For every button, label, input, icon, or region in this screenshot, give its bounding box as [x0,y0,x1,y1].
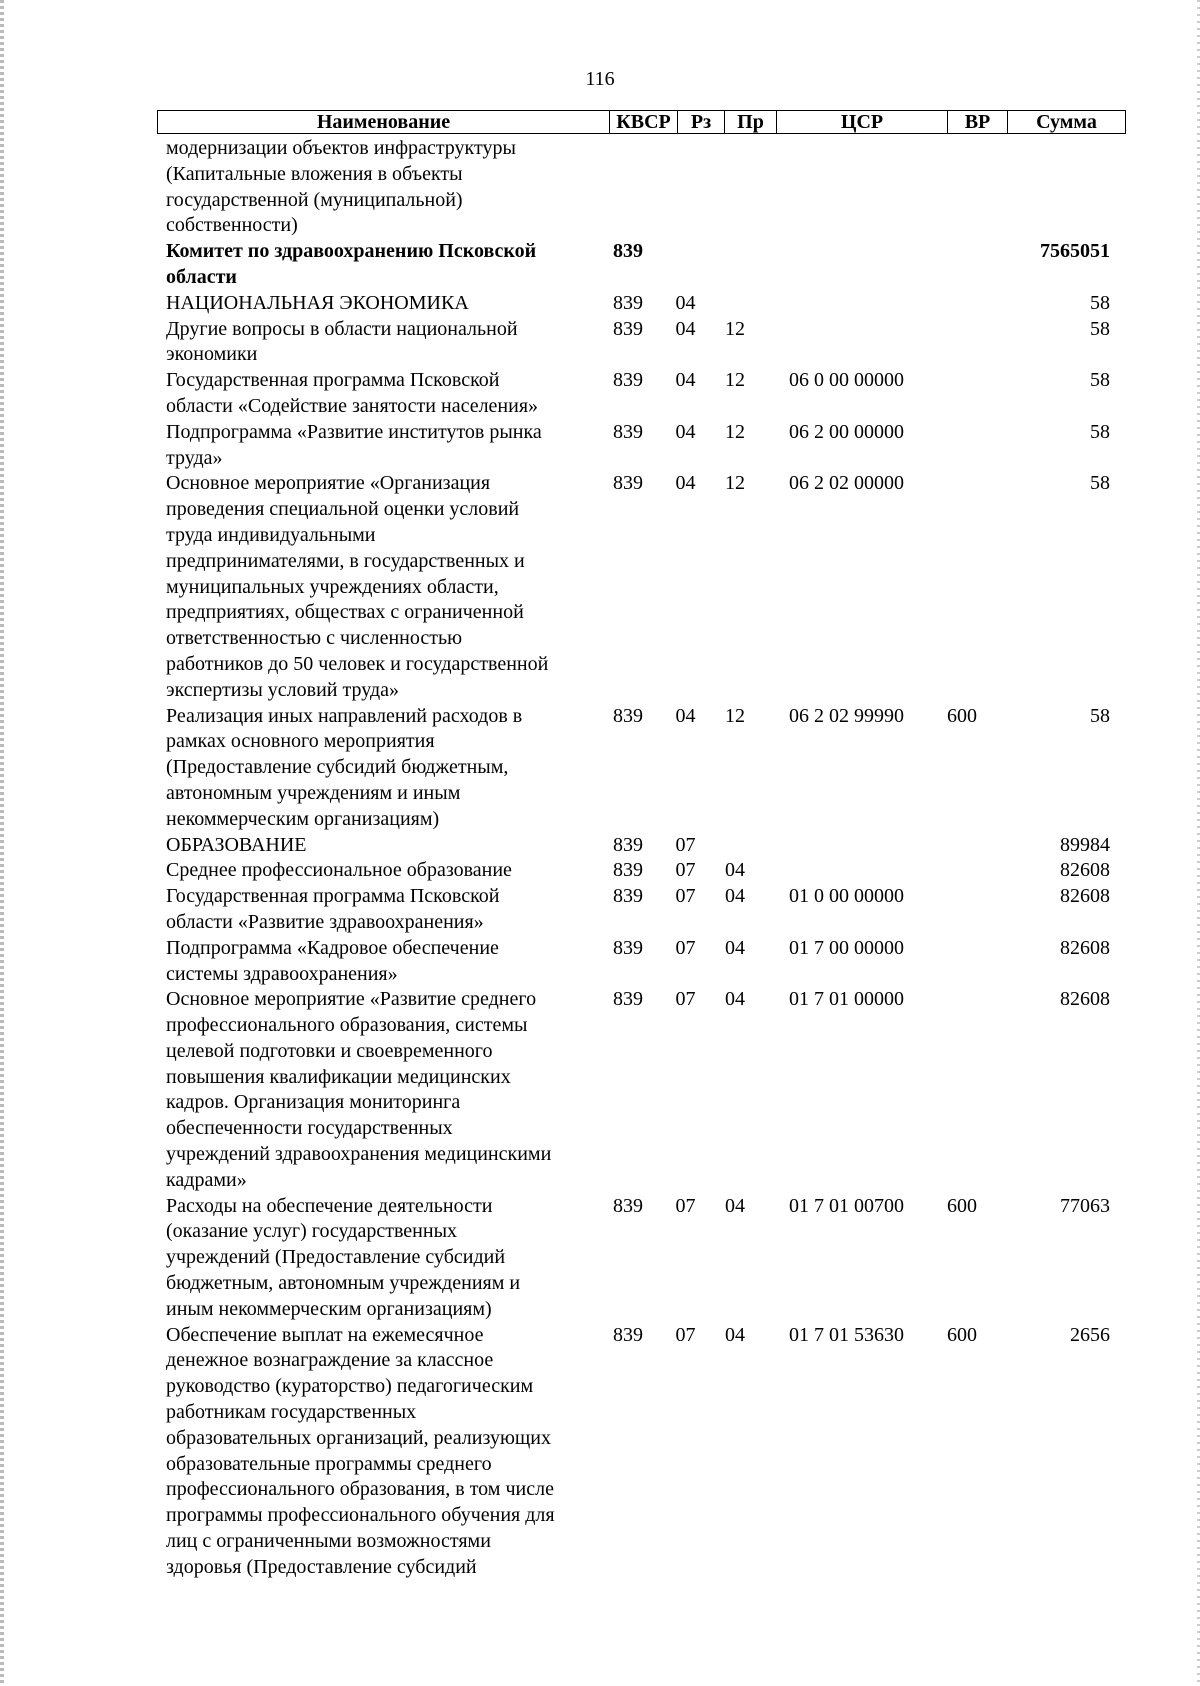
row-vr [932,291,992,317]
row-kvsr: 839 [613,1194,643,1217]
row-name-line: Подпрограмма «Кадровое обеспечение [166,936,499,959]
row-kvsr: 839 [613,1323,643,1346]
row-pr [709,136,761,239]
row-kvsr: 839 [613,704,643,727]
row-name-line: денежное вознаграждение за классное [166,1349,494,1372]
row-name-line: предприятиях, обществах с ограниченной [166,601,524,624]
row-pr: 04 [725,885,745,908]
row-name-line: экспертизы условий труда» [166,678,399,701]
row-name-line: области «Развитие здравоохранения» [166,910,484,933]
row-name [158,471,594,703]
row-name [158,291,594,317]
row-sum: 82608 [1060,885,1110,908]
table-row [158,1323,1127,1581]
row-name-line: целевой подготовки и своевременного [166,1039,493,1062]
row-name-line: Основное мероприятие «Развитие среднего [166,988,537,1011]
row-name-line: системы здравоохранения» [166,962,398,985]
row-rz: 07 [675,1323,696,1346]
row-sum: 58 [1090,291,1110,314]
row-csr: 01 7 01 53630 [789,1323,904,1346]
row-rz: 04 [675,420,696,443]
row-name-line: экономики [166,343,258,366]
row-sum: 82608 [1060,936,1110,959]
table-row [158,704,1127,833]
row-csr: 01 0 00 00000 [789,885,904,908]
row-name-line: Государственная программа Псковской [166,885,500,908]
row-pr: 12 [725,472,745,495]
row-name-line: области [166,265,237,288]
table-row [158,317,1127,369]
row-rz [662,239,709,291]
row-name-line: кадрами» [166,1168,247,1191]
row-csr: 06 2 02 99990 [789,704,904,727]
row-name-line: Другие вопросы в области национальной [166,317,518,340]
row-pr: 04 [725,859,745,882]
row-name-line: работникам государственных [166,1401,417,1424]
row-name-line: профессионального образования, системы [166,1014,528,1037]
row-name-line: Среднее профессиональное образование [166,859,512,882]
row-name-line: Основное мероприятие «Организация [166,472,491,495]
row-rz: 04 [675,704,696,727]
row-sum: 2656 [1070,1323,1110,1346]
table-row [158,291,1127,317]
row-name-line: Государственная программа Псковской [166,369,500,392]
row-name [158,987,594,1193]
table-row [158,471,1127,703]
table-row [158,884,1127,936]
row-pr [709,833,761,859]
row-kvsr: 839 [613,885,643,908]
table-row [158,239,1127,291]
row-name-line: Реализация иных направлений расходов в [166,704,523,727]
row-name-line: программы профессионального обучения для [166,1504,555,1527]
row-name-line: (Предоставление субсидий бюджетным, [166,756,509,779]
scan-edge-left [0,0,4,1686]
row-pr: 12 [725,369,745,392]
row-name-line: ОБРАЗОВАНИЕ [166,833,307,856]
row-kvsr: 839 [613,988,643,1011]
row-name-line: иным некоммерческим организациям) [166,1297,492,1320]
row-csr [761,858,932,884]
row-name-line: муниципальных учреждениях области, [166,575,499,598]
row-name-line: государственной (муниципальной) [166,188,463,211]
row-rz: 07 [675,859,696,882]
row-name [158,858,594,884]
row-name-line: образовательные программы среднего [166,1452,492,1475]
row-sum: 89984 [1060,833,1110,856]
row-vr [932,471,992,703]
table-row [158,420,1127,472]
row-vr [932,884,992,936]
row-csr: 06 2 00 00000 [789,420,904,443]
row-vr [932,317,992,369]
column-header-name: Наименование [158,111,610,134]
row-vr [932,136,992,239]
row-name-line: учреждений здравоохранения медицинскими [166,1143,552,1166]
row-pr: 12 [725,420,745,443]
row-vr [932,420,992,472]
row-sum: 82608 [1060,859,1110,882]
row-name-line: труда» [166,446,223,469]
table-row [158,136,1127,239]
row-csr: 06 2 02 00000 [789,472,904,495]
row-vr [932,833,992,859]
row-vr [932,239,992,291]
row-name-line: (оказание услуг) государственных [166,1220,458,1243]
row-name [158,136,594,239]
column-header-vr: ВР [948,111,1008,134]
row-name-line: повышения квалификации медицинских [166,1065,511,1088]
row-pr: 04 [725,1194,745,1217]
row-name-line: НАЦИОНАЛЬНАЯ ЭКОНОМИКА [166,291,469,314]
row-name-line: учреждений (Предоставление субсидий [166,1246,506,1269]
row-name [158,239,594,291]
row-name-line: области «Содействие занятости населения» [166,394,539,417]
row-rz: 04 [675,291,696,314]
row-name-line: Подпрограмма «Развитие институтов рынка [166,420,542,443]
row-name-line: работников до 50 человек и государственной [166,652,549,675]
table-row [158,833,1127,859]
row-name-line: руководство (кураторство) педагогическим [166,1375,534,1398]
row-name-line: ответственностью с численностью [166,627,463,650]
row-name-line: предпринимателями, в государственных и [166,549,525,572]
table-header [157,110,1126,134]
row-name-line: (Капитальные вложения в объекты [166,162,463,185]
row-name [158,936,594,988]
row-rz: 04 [675,317,696,340]
row-name-line: некоммерческим организациям) [166,807,440,830]
row-sum: 58 [1090,704,1110,727]
row-kvsr: 839 [613,472,643,495]
row-csr: 01 7 01 00000 [789,988,904,1011]
row-rz: 07 [675,988,696,1011]
row-name-line: здоровья (Предоставление субсидий [166,1555,477,1578]
row-pr: 12 [725,317,745,340]
row-csr [761,136,932,239]
row-csr: 06 0 00 00000 [789,369,904,392]
table-row [158,858,1127,884]
row-vr [932,368,992,420]
row-vr: 600 [947,1323,977,1346]
row-kvsr: 839 [613,369,643,392]
row-rz: 07 [675,936,696,959]
row-name-line: лиц с ограниченными возможностями [166,1530,491,1553]
row-name-line: рамках основного мероприятия [166,730,435,753]
row-sum: 58 [1090,369,1110,392]
row-name [158,704,594,833]
row-name [158,317,594,369]
row-rz: 04 [675,472,696,495]
row-rz: 07 [675,1194,696,1217]
row-sum: 7565051 [1040,240,1110,263]
row-sum [992,136,1114,239]
row-kvsr: 839 [613,936,643,959]
column-header-sum: Сумма [1008,111,1126,134]
row-vr: 600 [947,1194,977,1217]
row-rz [662,136,709,239]
row-sum: 58 [1090,317,1110,340]
column-header-pr: Пр [725,111,777,134]
row-name-line: кадров. Организация мониторинга [166,1091,461,1114]
row-name [158,884,594,936]
row-csr [761,239,932,291]
table-row [158,1194,1127,1323]
row-name-line: Комитет по здравоохранению Псковской [166,240,537,263]
row-name-line: модернизации объектов инфраструктуры [166,137,516,159]
table-body [158,136,1127,1581]
row-sum: 58 [1090,420,1110,443]
row-pr: 04 [725,1323,745,1346]
row-name-line: собственности) [166,214,298,237]
row-vr [932,936,992,988]
page-number: 116 [585,68,615,90]
row-name-line: обеспеченности государственных [166,1117,453,1140]
row-name-line: Расходы на обеспечение деятельности [166,1194,493,1217]
row-name-line: проведения специальной оценки условий [166,498,520,521]
row-kvsr: 839 [613,317,643,340]
budget-table [158,110,1127,1581]
row-name [158,1323,594,1581]
row-kvsr: 839 [613,420,643,443]
column-header-rz: Рз [678,111,725,134]
row-kvsr: 839 [613,291,643,314]
row-csr [761,833,932,859]
row-rz: 04 [675,369,696,392]
row-pr: 04 [725,988,745,1011]
row-name [158,833,594,859]
row-pr [709,239,761,291]
row-sum: 82608 [1060,988,1110,1011]
row-csr: 01 7 00 00000 [789,936,904,959]
table-row [158,936,1127,988]
row-kvsr: 839 [613,859,643,882]
row-name-line: профессионального образования, в том числе [166,1478,554,1501]
row-sum: 77063 [1060,1194,1110,1217]
row-kvsr [594,136,662,239]
row-sum: 58 [1090,472,1110,495]
row-pr: 04 [725,936,745,959]
row-name [158,420,594,472]
row-name-line: Обеспечение выплат на ежемесячное [166,1323,484,1346]
row-name-line: образовательных организаций, реализующих [166,1426,551,1449]
table-row [158,987,1127,1193]
row-name [158,368,594,420]
row-name-line: бюджетным, автономным учреждениям и [166,1272,521,1295]
row-name-line: автономным учреждениям и иным [166,781,461,804]
row-csr: 01 7 01 00700 [789,1194,904,1217]
table-row [158,368,1127,420]
row-pr: 12 [725,704,745,727]
row-rz: 07 [675,833,696,856]
column-header-kvsr: КВСР [610,111,678,134]
row-vr [932,987,992,1193]
column-header-csr: ЦСР [777,111,948,134]
row-name-line: труда индивидуальными [166,523,376,546]
row-rz: 07 [675,885,696,908]
row-vr: 600 [947,704,977,727]
row-csr [761,317,932,369]
row-name [158,1194,594,1323]
row-vr [932,858,992,884]
row-csr [761,291,932,317]
row-kvsr: 839 [613,240,643,263]
row-pr [709,291,761,317]
row-kvsr: 839 [613,833,643,856]
